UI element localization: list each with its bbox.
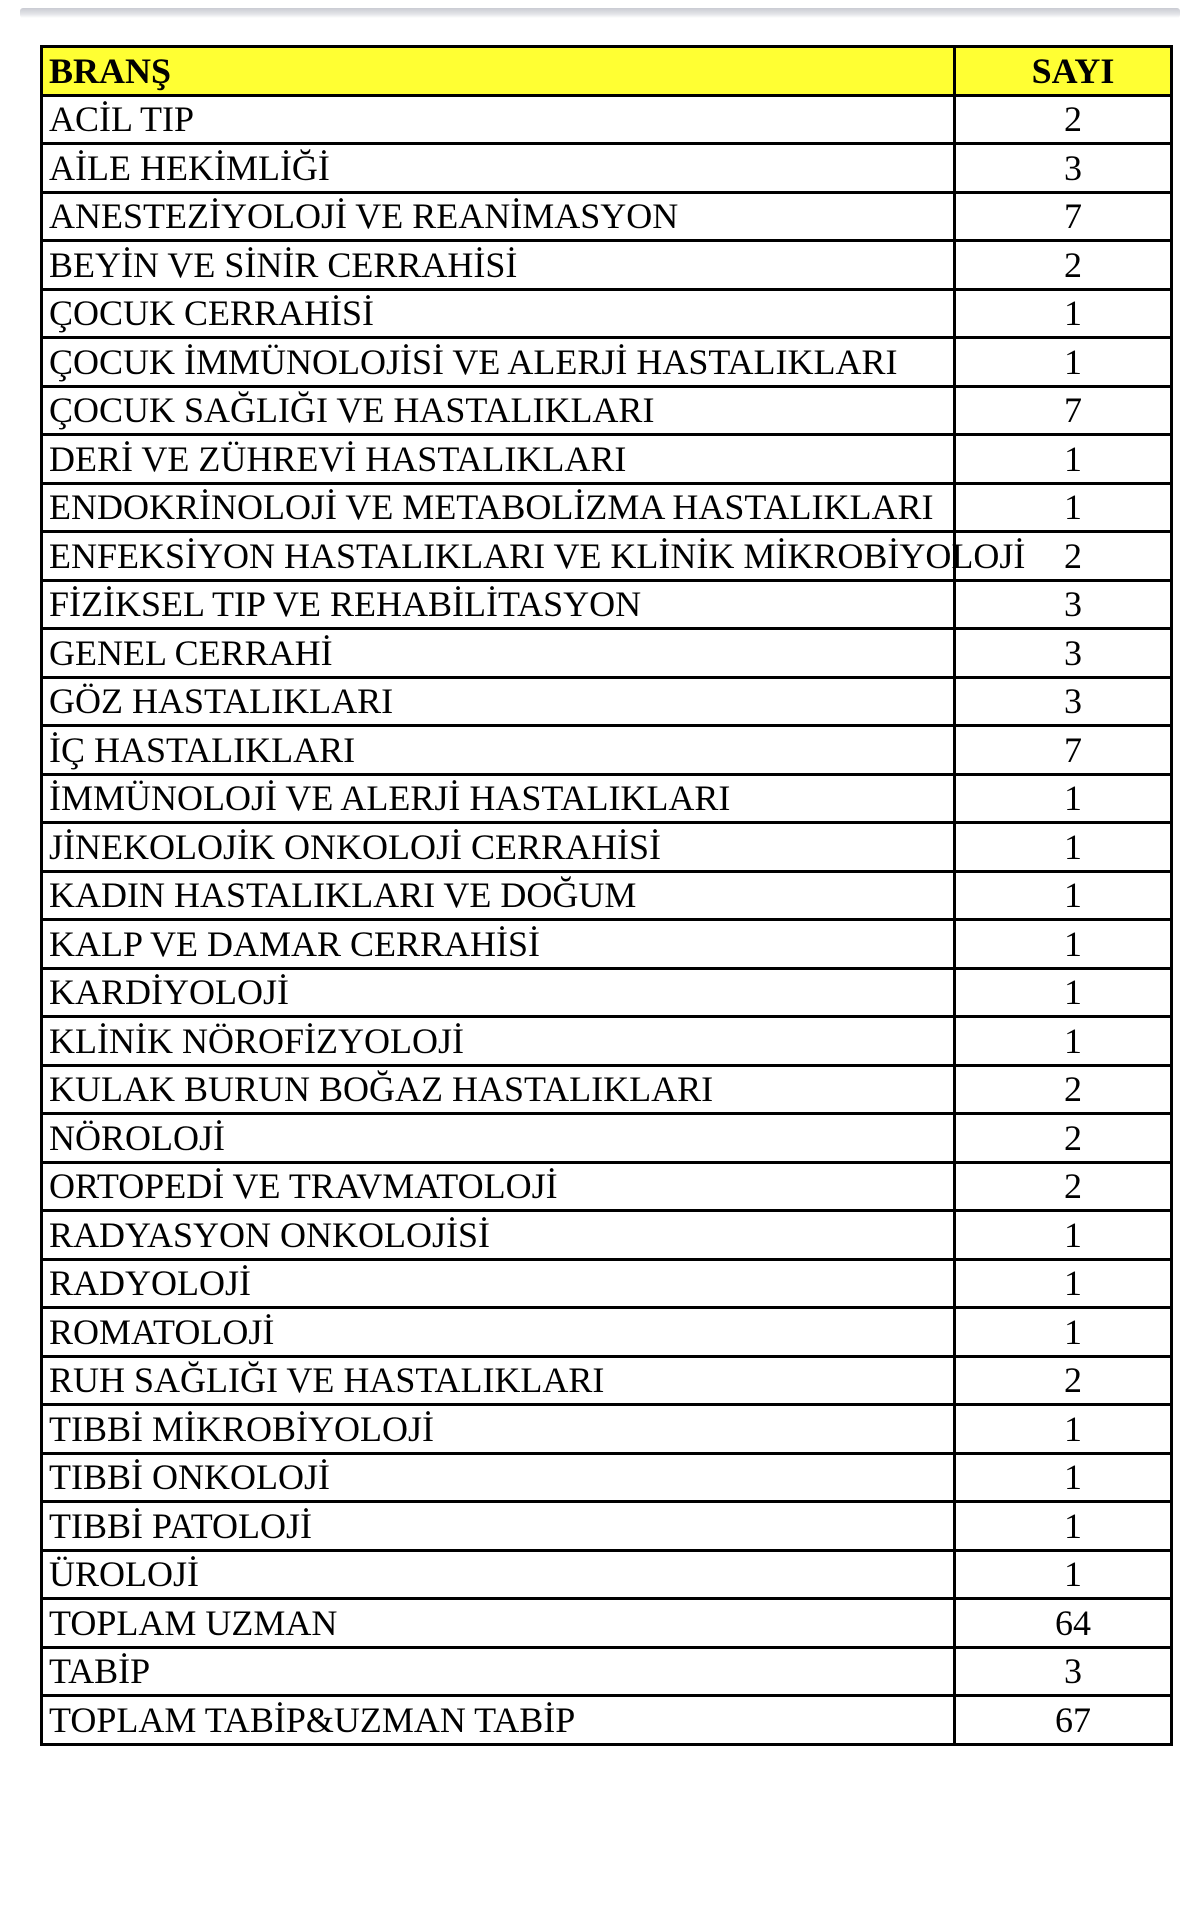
- branch-name-cell: [42, 1696, 955, 1745]
- table-body: [42, 95, 1172, 1744]
- branch-name-cell: [42, 386, 955, 435]
- branch-count-cell: 1: [955, 920, 1172, 969]
- branch-count-cell: 2: [955, 1356, 1172, 1405]
- header-branch: BRANŞ: [42, 47, 955, 96]
- table-header-row: [42, 47, 1172, 96]
- branch-name: ÇOCUK CERRAHİSİ: [49, 293, 375, 334]
- branch-name-cell: [42, 1114, 955, 1163]
- top-edge-shadow: [20, 8, 1180, 18]
- branch-name-cell: [42, 774, 955, 823]
- branch-count-cell: 67: [955, 1696, 1172, 1745]
- branch-name: ENFEKSİYON HASTALIKLARI VE KLİNİK MİKROBİYOLOJİ: [49, 535, 1026, 576]
- branch-name: RADYOLOJİ: [49, 1263, 251, 1304]
- table-row: [42, 823, 1172, 872]
- branch-name-cell: [42, 580, 955, 629]
- branch-name: DERİ VE ZÜHREVİ HASTALIKLARI: [49, 438, 627, 479]
- branch-name: ANESTEZİYOLOJİ VE REANİMASYON: [49, 196, 679, 237]
- branch-count-cell: 1: [955, 1211, 1172, 1260]
- table-row: [42, 920, 1172, 969]
- branch-name: GÖZ HASTALIKLARI: [49, 681, 394, 722]
- branch-count-cell: 7: [955, 192, 1172, 241]
- table-row: [42, 871, 1172, 920]
- table-row: [42, 968, 1172, 1017]
- physician-count-table-container: [40, 45, 1170, 1746]
- branch-count-cell: 1: [955, 1550, 1172, 1599]
- branch-count-cell: 1: [955, 435, 1172, 484]
- branch-count-cell: 1: [955, 483, 1172, 532]
- branch-name: KULAK BURUN BOĞAZ HASTALIKLARI: [49, 1069, 714, 1110]
- table-row: [42, 289, 1172, 338]
- branch-count-cell: 2: [955, 95, 1172, 144]
- branch-name-cell: [42, 1647, 955, 1696]
- branch-name-cell: [42, 289, 955, 338]
- branch-count-cell: 3: [955, 677, 1172, 726]
- branch-name: ROMATOLOJİ: [49, 1311, 275, 1352]
- table-row: [42, 1356, 1172, 1405]
- branch-name: ÇOCUK İMMÜNOLOJİSİ VE ALERJİ HASTALIKLARI: [49, 341, 898, 382]
- table-row: [42, 1017, 1172, 1066]
- branch-count-cell: 64: [955, 1599, 1172, 1648]
- branch-name-cell: [42, 823, 955, 872]
- table-row: [42, 1696, 1172, 1745]
- branch-name: FİZİKSEL TIP VE REHABİLİTASYON: [49, 584, 642, 625]
- branch-name-cell: [42, 1502, 955, 1551]
- branch-name: TIBBİ PATOLOJİ: [49, 1505, 313, 1546]
- table-row: [42, 1502, 1172, 1551]
- branch-name-cell: [42, 1599, 955, 1648]
- table-row: [42, 1453, 1172, 1502]
- branch-name: KALP VE DAMAR CERRAHİSİ: [49, 923, 541, 964]
- branch-name: ORTOPEDİ VE TRAVMATOLOJİ: [49, 1166, 558, 1207]
- table-row: [42, 241, 1172, 290]
- branch-count-cell: 1: [955, 289, 1172, 338]
- table-row: [42, 1211, 1172, 1260]
- branch-count-cell: 2: [955, 241, 1172, 290]
- branch-name-cell: [42, 1453, 955, 1502]
- branch-name-cell: [42, 920, 955, 969]
- branch-name-cell: [42, 1259, 955, 1308]
- branch-name: BEYİN VE SİNİR CERRAHİSİ: [49, 244, 518, 285]
- table-row: [42, 677, 1172, 726]
- branch-name-cell: [42, 1065, 955, 1114]
- branch-count-cell: 7: [955, 386, 1172, 435]
- branch-count-cell: 1: [955, 823, 1172, 872]
- branch-count-cell: 1: [955, 774, 1172, 823]
- branch-name-cell: [42, 1162, 955, 1211]
- branch-name: TOPLAM TABİP&UZMAN TABİP: [49, 1699, 576, 1740]
- branch-name-cell: [42, 677, 955, 726]
- branch-name-cell: [42, 968, 955, 1017]
- branch-count-cell: 1: [955, 1502, 1172, 1551]
- branch-count-cell: 1: [955, 1259, 1172, 1308]
- table-row: [42, 580, 1172, 629]
- table-row: [42, 338, 1172, 387]
- branch-name: İÇ HASTALIKLARI: [49, 729, 356, 770]
- branch-name: KADIN HASTALIKLARI VE DOĞUM: [49, 875, 637, 916]
- branch-name-cell: [42, 1017, 955, 1066]
- branch-name: RUH SAĞLIĞI VE HASTALIKLARI: [49, 1360, 605, 1401]
- branch-name: ENDOKRİNOLOJİ VE METABOLİZMA HASTALIKLARI: [49, 487, 934, 528]
- branch-count-cell: 2: [955, 1065, 1172, 1114]
- branch-count-cell: 1: [955, 871, 1172, 920]
- table-row: [42, 1599, 1172, 1648]
- branch-count-cell: 1: [955, 1405, 1172, 1454]
- table-row: [42, 532, 1172, 581]
- branch-name: İMMÜNOLOJİ VE ALERJİ HASTALIKLARI: [49, 778, 731, 819]
- table-row: [42, 774, 1172, 823]
- branch-count-cell: 1: [955, 1453, 1172, 1502]
- branch-name: JİNEKOLOJİK ONKOLOJİ CERRAHİSİ: [49, 826, 661, 867]
- branch-name: TOPLAM UZMAN: [49, 1602, 338, 1643]
- branch-name: TIBBİ ONKOLOJİ: [49, 1457, 330, 1498]
- table-row: [42, 192, 1172, 241]
- table-row: [42, 1308, 1172, 1357]
- table-row: [42, 144, 1172, 193]
- table-row: [42, 1065, 1172, 1114]
- branch-name: TABİP: [49, 1651, 151, 1692]
- branch-name-cell: [42, 483, 955, 532]
- branch-count-cell: 3: [955, 629, 1172, 678]
- branch-name-cell: [42, 1356, 955, 1405]
- table-row: [42, 95, 1172, 144]
- branch-name-cell: [42, 144, 955, 193]
- table-row: [42, 1405, 1172, 1454]
- branch-count-cell: 2: [955, 532, 1172, 581]
- branch-count-cell: 1: [955, 338, 1172, 387]
- branch-name: ÇOCUK SAĞLIĞI VE HASTALIKLARI: [49, 390, 655, 431]
- branch-name-cell: [42, 435, 955, 484]
- branch-name: RADYASYON ONKOLOJİSİ: [49, 1214, 491, 1255]
- branch-name-cell: [42, 1211, 955, 1260]
- branch-name: AİLE HEKİMLİĞİ: [49, 147, 330, 188]
- branch-name: TIBBİ MİKROBİYOLOJİ: [49, 1408, 434, 1449]
- physician-count-table: [40, 45, 1173, 1746]
- branch-name-cell: [42, 532, 1026, 581]
- branch-count-cell: 1: [955, 968, 1172, 1017]
- table-row: [42, 1162, 1172, 1211]
- branch-name-cell: [42, 95, 955, 144]
- branch-name: ACİL TIP: [49, 99, 195, 140]
- table-row: [42, 1550, 1172, 1599]
- table-row: [42, 386, 1172, 435]
- branch-name-cell: [42, 871, 955, 920]
- table-row: [42, 1114, 1172, 1163]
- branch-count-cell: 3: [955, 1647, 1172, 1696]
- branch-name: GENEL CERRAHİ: [49, 632, 333, 673]
- branch-name: KLİNİK NÖROFİZYOLOJİ: [49, 1020, 464, 1061]
- table-row: [42, 483, 1172, 532]
- branch-name: NÖROLOJİ: [49, 1117, 225, 1158]
- branch-count-cell: 2: [955, 1114, 1172, 1163]
- branch-name-cell: [42, 1550, 955, 1599]
- header-count: SAYI: [955, 47, 1172, 96]
- branch-count-cell: 2: [955, 1162, 1172, 1211]
- table-row: [42, 629, 1172, 678]
- table-row: [42, 1647, 1172, 1696]
- branch-count-cell: 1: [955, 1308, 1172, 1357]
- branch-name: ÜROLOJİ: [49, 1554, 199, 1595]
- branch-name: KARDİYOLOJİ: [49, 972, 289, 1013]
- branch-name-cell: [42, 726, 955, 775]
- branch-name-cell: [42, 192, 955, 241]
- branch-name-cell: [42, 1308, 955, 1357]
- table-row: [42, 1259, 1172, 1308]
- branch-count-cell: 3: [955, 144, 1172, 193]
- branch-name-cell: [42, 338, 955, 387]
- table-row: [42, 726, 1172, 775]
- branch-name-cell: [42, 241, 955, 290]
- branch-name-cell: [42, 629, 955, 678]
- branch-count-cell: 3: [955, 580, 1172, 629]
- branch-name-cell: [42, 1405, 955, 1454]
- branch-count-cell: 7: [955, 726, 1172, 775]
- table-row: [42, 435, 1172, 484]
- branch-count-cell: 1: [955, 1017, 1172, 1066]
